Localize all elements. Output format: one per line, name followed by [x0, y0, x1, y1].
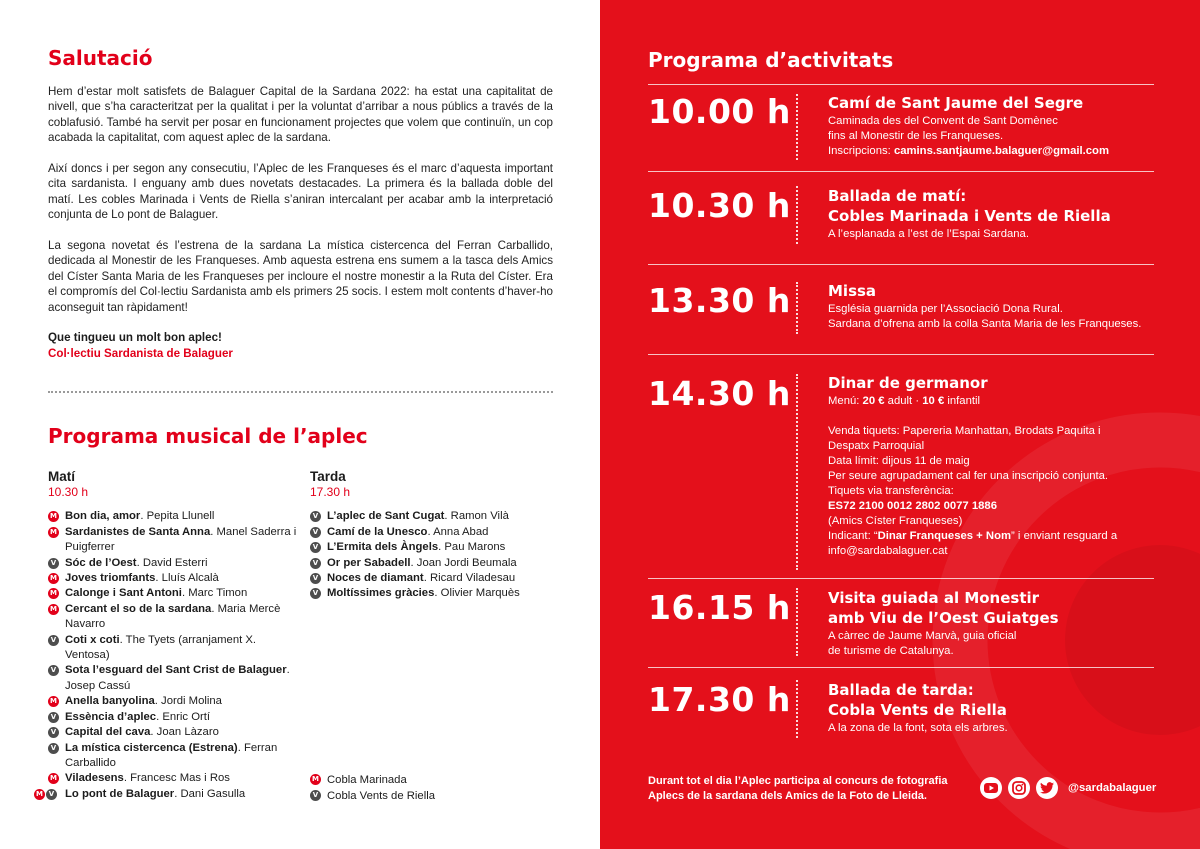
sardana-title: Calonge i Sant Antoni: [65, 587, 182, 600]
salutacio-paragraph: Hem d’estar molt satisfets de Balaguer Capital de la Sardana 2022: ha estat una capitalitat de nivell, que s’ha caracteritzat per la qualitat i per la voluntat d’arribar a nous públics a través de la coblafusió. També ha servit per posar en funcionament projectes que volem que continuïn, un cop acabada la capitalitat, com aquest aplec de la sardana.: [48, 85, 553, 145]
cobla-legend: [310, 772, 435, 804]
tarda-heading: Tarda: [310, 469, 346, 484]
program-item: [310, 571, 580, 586]
program-item: [36, 787, 303, 802]
vents-badge-icon: V: [310, 511, 321, 522]
event-detail: Data límit: dijous 11 de maig: [828, 455, 970, 467]
sardana-title: Capital del cava: [65, 726, 151, 739]
composer: . Joan Làzaro: [150, 726, 219, 739]
cobla-badges: [48, 743, 59, 754]
dotted-separator: [796, 680, 798, 738]
event: [828, 187, 1158, 242]
sardana-title: L’aplec de Sant Cugat: [327, 510, 445, 523]
vents-badge-icon: V: [310, 527, 321, 538]
vents-badge-icon: V: [310, 542, 321, 553]
cobla-badges: [310, 558, 321, 569]
event-detail: de turisme de Catalunya.: [828, 645, 954, 657]
vents-badge-icon: V: [48, 558, 59, 569]
sardana-title: L’Ermita dels Àngels: [327, 541, 439, 554]
cobla-badges: [310, 511, 321, 522]
marinada-badge-icon: M: [48, 511, 59, 522]
sardana-title: Joves triomfants: [65, 572, 156, 585]
iban-number: ES72 2100 0012 2802 0077 1886: [828, 500, 997, 512]
sardana-title: Camí de la Unesco: [327, 525, 428, 538]
program-item: [48, 771, 303, 786]
menu-line: [828, 394, 1158, 409]
cobla-badges: [310, 588, 321, 599]
sardana-title: La mística cistercenca (Estrena): [65, 741, 238, 754]
tarda-list: [310, 509, 580, 601]
mati-column: [36, 468, 303, 802]
sardana-title: Coti x coti: [65, 633, 120, 646]
sardana-title: Bon dia, amor: [65, 510, 141, 523]
divider: [648, 578, 1154, 579]
social-links: [980, 777, 1156, 799]
instagram-icon[interactable]: [1008, 777, 1030, 799]
program-item: [48, 741, 303, 772]
marinada-badge-icon: M: [48, 604, 59, 615]
salutacio-title: Salutació: [48, 46, 153, 70]
sardana-title: Moltíssimes gràcies: [327, 587, 435, 600]
event: [828, 589, 1158, 659]
vents-badge-icon: V: [48, 727, 59, 738]
cobla-badges: [48, 558, 59, 569]
composer: . Ricard Viladesau: [423, 572, 516, 585]
program-item: [48, 525, 303, 556]
email-link[interactable]: camins.santjaume.balaguer@gmail.com: [893, 145, 1109, 157]
divider: [648, 84, 1154, 85]
child-price: 10 €: [922, 395, 945, 407]
event-title: Missa: [828, 282, 877, 300]
sardana-title: Anella banyolina: [65, 695, 155, 708]
event-detail: A la zona de la font, sota els arbres.: [828, 722, 1008, 734]
divider: [648, 264, 1154, 265]
cobla-badges: [310, 542, 321, 553]
cobla-badges: [310, 527, 321, 538]
sardana-title: Lo pont de Balaguer: [65, 787, 175, 800]
event: [828, 374, 1158, 559]
program-item: [310, 509, 580, 524]
marinada-badge-icon: M: [310, 774, 321, 785]
event-detail: Església guarnida per l’Associació Dona Rural.: [828, 303, 1063, 315]
cobla-badges: [48, 727, 59, 738]
adult-price: 20 €: [862, 395, 885, 407]
composer: . David Esterri: [136, 556, 208, 569]
marinada-badge-icon: M: [48, 573, 59, 584]
vents-badge-icon: V: [310, 790, 321, 801]
legend-label: Cobla Vents de Riella: [327, 790, 436, 802]
event-time: 10.30 h: [648, 186, 791, 225]
event-detail: Despatx Parroquial: [828, 440, 925, 452]
legend-label: Cobla Marinada: [327, 774, 407, 786]
composer: . Dani Gasulla: [174, 787, 246, 800]
composer: . Marc Timon: [181, 587, 248, 600]
program-item: [48, 586, 303, 601]
event-time: 10.00 h: [648, 92, 791, 131]
child-label: infantil: [944, 395, 981, 407]
event-detail: A l’esplanada a l’est de l’Espai Sardana.: [828, 228, 1029, 240]
marinada-badge-icon: M: [48, 773, 59, 784]
cobla-badges: [48, 665, 59, 676]
event: [828, 282, 1158, 332]
detail-label: ” i enviant resguard a: [1011, 530, 1118, 542]
detail-label: Inscripcions:: [828, 145, 894, 157]
social-handle[interactable]: @sardabalaguer: [1068, 782, 1157, 794]
composer: . Enric Ortí: [156, 710, 211, 723]
right-page: [600, 0, 1200, 849]
event-detail: A càrrec de Jaume Marvà, guia oficial: [828, 630, 1017, 642]
event-detail: [828, 144, 1158, 159]
program-item: [48, 556, 303, 571]
tarda-column: [310, 468, 580, 602]
sardana-title: Noces de diamant: [327, 572, 424, 585]
composer: . Ferran Carballido: [65, 741, 278, 769]
event-time: 14.30 h: [648, 374, 791, 413]
cobla-badges: [48, 604, 59, 615]
sardana-title: Or per Sabadell: [327, 556, 411, 569]
event-time: 16.15 h: [648, 588, 791, 627]
cobla-badges: [48, 712, 59, 723]
composer: . Ramon Vilà: [444, 510, 509, 523]
vents-badge-icon: V: [310, 573, 321, 584]
legend-item: [310, 788, 435, 804]
program-item: [310, 556, 580, 571]
composer: . Pepita Llunell: [140, 510, 215, 523]
cobla-badges: [48, 773, 59, 784]
legend-item: [310, 772, 435, 788]
composer: . Pau Marons: [438, 541, 506, 554]
event-detail: Per seure agrupadament cal fer una inscripció conjunta.: [828, 470, 1109, 482]
program-item: [310, 525, 580, 540]
event-detail: Tiquets via transferència:: [828, 485, 954, 497]
event-title: Camí de Sant Jaume del Segre: [828, 94, 1084, 112]
composer: . Jordi Molina: [154, 695, 222, 708]
cobla-badges: [48, 573, 59, 584]
program-item: [48, 663, 303, 694]
event-detail: (Amics Císter Franqueses): [828, 515, 963, 527]
dotted-divider: [48, 391, 553, 393]
cobla-badges: [48, 588, 59, 599]
cobla-badges: [48, 511, 59, 522]
program-item: [48, 710, 303, 725]
vents-badge-icon: V: [310, 558, 321, 569]
iban: [828, 499, 1158, 514]
event-detail: Venda tiquets: Papereria Manhattan, Brodats Paquita i: [828, 425, 1101, 437]
signature: Col·lectiu Sardanista de Balaguer: [48, 346, 233, 360]
mati-list: [36, 509, 303, 802]
closing-line: Que tingueu un molt bon aplec!: [48, 331, 222, 345]
sardana-title: Cercant el so de la sardana: [65, 602, 212, 615]
event-title: Ballada de tarda:: [828, 681, 974, 699]
dotted-separator: [796, 282, 798, 334]
event: [828, 681, 1158, 736]
vents-badge-icon: V: [310, 588, 321, 599]
program-item: [310, 540, 580, 555]
composer: . Maria Mercè Navarro: [65, 602, 281, 631]
sardana-title: Essència d’aplec: [65, 710, 157, 723]
photo-contest-note: Durant tot el dia l’Aplec participa al concurs de fotografia Aplecs de la sardana dels Amics de la Foto de Lleida.: [648, 775, 948, 802]
detail-label: Indicant: “: [828, 530, 878, 542]
marinada-badge-icon: M: [48, 527, 59, 538]
program-item: [48, 571, 303, 586]
composer: . Olivier Marquès: [434, 587, 520, 600]
event-title: Visita guiada al Monestir: [828, 589, 1040, 607]
sardana-title: Sota l’esguard del Sant Crist de Balaguer: [65, 664, 287, 677]
composer: . Francesc Mas i Ros: [123, 772, 230, 785]
event-title: Cobles Marinada i Vents de Riella: [828, 207, 1111, 225]
divider: [648, 667, 1154, 668]
program-item: [310, 586, 580, 601]
event-detail: [828, 529, 1158, 544]
divider: [648, 354, 1154, 355]
cobla-badges: [310, 790, 321, 801]
composer: . Josep Cassú: [65, 664, 290, 692]
vents-badge-icon: V: [48, 743, 59, 754]
mati-time: 10.30 h: [48, 485, 89, 499]
salutacio-body: [48, 84, 553, 361]
composer: . The Tyets (arranjament X. Ventosa): [65, 633, 257, 662]
dotted-separator: [796, 588, 798, 656]
program-item: [48, 725, 303, 740]
concept-text: Dinar Franqueses + Nom: [877, 530, 1012, 542]
vents-badge-icon: V: [46, 789, 57, 800]
event-detail: fins al Monestir de les Franqueses.: [828, 130, 1004, 142]
menu-prefix: Menú:: [828, 395, 863, 407]
sardana-title: Sardanistes de Santa Anna: [65, 525, 211, 538]
cobla-badges: [48, 527, 59, 538]
event: [828, 94, 1158, 159]
email-link[interactable]: info@sardabalaguer.cat: [828, 545, 948, 557]
program-item: [48, 509, 303, 524]
composer: . Manel Saderra i Puigferrer: [65, 525, 297, 554]
vents-badge-icon: V: [48, 712, 59, 723]
mati-heading: Matí: [48, 469, 75, 484]
dotted-separator: [796, 374, 798, 570]
salutacio-paragraph: Així doncs i per segon any consecutiu, l’Aplec de les Franqueses és el marc d’aquesta important cita sardanista. I enguany amb dues novetats destacades. La primera és la ballada doble del matí. Les cobles Marinada i Vents de Riella s’aniran intercalant per acabar amb la interpretació conjunta de Lo pont de Balaguer.: [48, 162, 553, 222]
programa-musical-title: Programa musical de l’aplec: [48, 424, 368, 448]
dotted-separator: [796, 94, 798, 160]
event-title: Dinar de germanor: [828, 374, 988, 392]
cobla-badges: [48, 696, 59, 707]
event-time: 13.30 h: [648, 281, 791, 320]
cobla-badges: [48, 635, 59, 646]
tarda-time: 17.30 h: [310, 485, 351, 499]
event-title: amb Viu de l’Oest Guiatges: [828, 609, 1059, 627]
programa-activitats-title: Programa d’activitats: [648, 48, 894, 72]
marinada-badge-icon: M: [34, 789, 45, 800]
salutacio-paragraph: La segona novetat és l’estrena de la sardana La mística cistercenca del Ferran Carballido, dedicada al Monestir de les Franqueses. Amb aquesta estrena ens sumem a la tasca dels Amics del Císter Santa Maria de les Franqueses per incloure el nostre monestir a la Ruta del Císter. Era el compromís del Col·lectiu Sardanista amb els primers 25 socis. I estem molt contents d’haver-ho aconseguit tan ràpidament!: [48, 239, 553, 314]
program-item: [48, 633, 303, 664]
vents-badge-icon: V: [48, 665, 59, 676]
event-title: Cobla Vents de Riella: [828, 701, 1007, 719]
sardana-title: Sóc de l’Oest: [65, 556, 137, 569]
composer: . Lluís Alcalà: [155, 572, 219, 585]
youtube-icon[interactable]: [980, 777, 1002, 799]
twitter-icon[interactable]: [1036, 777, 1058, 799]
marinada-badge-icon: M: [48, 696, 59, 707]
cobla-badges: [310, 573, 321, 584]
program-item: [48, 602, 303, 633]
vents-badge-icon: V: [48, 635, 59, 646]
event-time: 17.30 h: [648, 680, 791, 719]
adult-label: adult ·: [884, 395, 923, 407]
cobla-badges: [310, 774, 321, 785]
event-detail: Sardana d’ofrena amb la colla Santa Maria de les Franqueses.: [828, 318, 1142, 330]
composer: . Anna Abad: [427, 525, 489, 538]
spacer: [828, 409, 1158, 424]
marinada-badge-icon: M: [48, 588, 59, 599]
cobla-badges: [34, 789, 57, 800]
composer: . Joan Jordi Beumala: [410, 556, 517, 569]
program-item: [48, 694, 303, 709]
event-detail: Caminada des del Convent de Sant Domènec: [828, 115, 1058, 127]
dotted-separator: [796, 186, 798, 244]
event-title: Ballada de matí:: [828, 187, 967, 205]
sardana-title: Viladesens: [65, 772, 124, 785]
divider: [648, 171, 1154, 172]
